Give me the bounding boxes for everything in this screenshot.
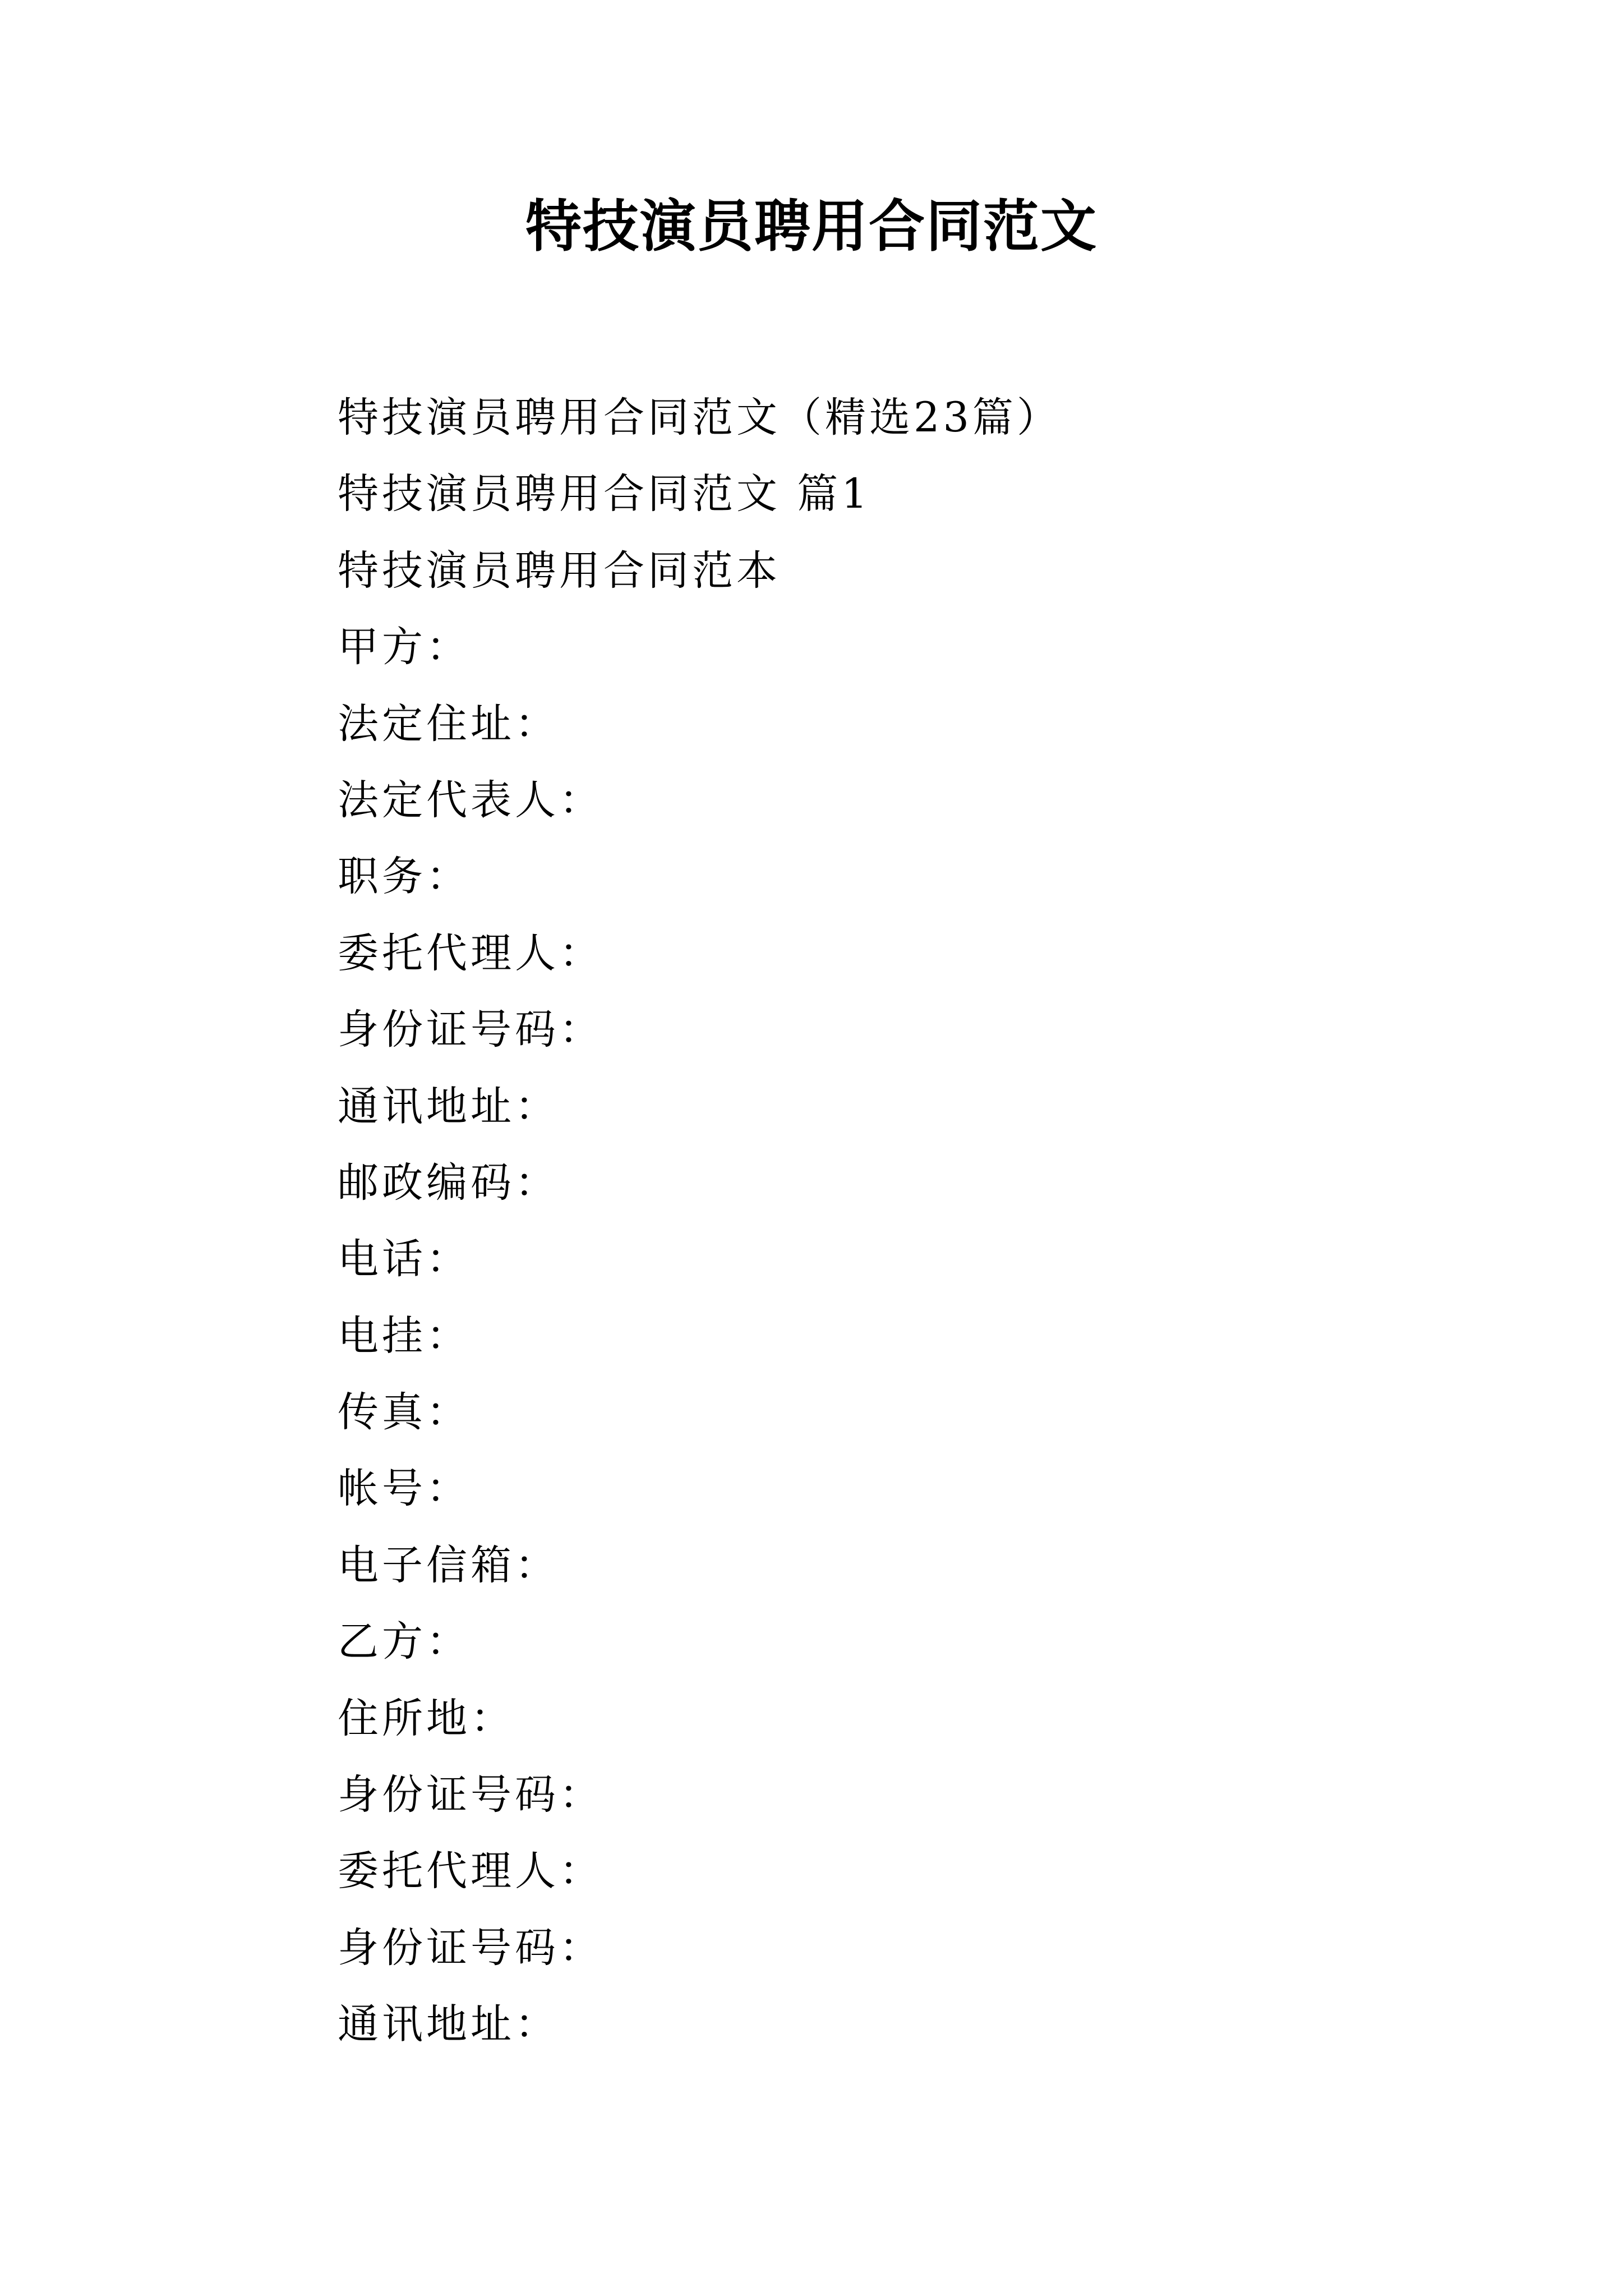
field-agent-a: 委托代理人： [338,929,603,977]
field-legal-address: 法定住址： [338,700,559,748]
document-body [338,380,1061,2063]
field-email: 电子信箱： [338,1541,559,1589]
field-id-number-b: 身份证号码： [338,1771,603,1819]
field-postal-code: 邮政编码： [338,1158,559,1207]
field-id-number-a: 身份证号码： [338,1006,603,1054]
field-phone: 电话： [338,1235,471,1283]
field-telegraph: 电挂： [338,1312,471,1360]
field-id-number-agent-b: 身份证号码： [338,1924,603,1972]
field-residence: 住所地： [338,1694,515,1742]
field-party-b: 乙方： [338,1618,471,1666]
field-party-a: 甲方： [338,623,471,671]
document-title: 特技演员聘用合同范文 [525,193,1098,259]
field-legal-representative: 法定代表人： [338,776,603,824]
field-account: 帐号： [338,1465,471,1513]
subtitle-line: 特技演员聘用合同范文（精选23篇） [338,394,1061,441]
field-mailing-address-a: 通讯地址： [338,1082,559,1130]
field-mailing-address-b: 通讯地址： [338,2000,559,2049]
field-agent-b: 委托代理人： [338,1847,603,1895]
contract-name: 特技演员聘用合同范本 [338,546,781,595]
section-heading: 特技演员聘用合同范文 篇1 [338,470,871,518]
field-fax: 传真： [338,1388,471,1437]
field-position: 职务： [338,853,471,901]
